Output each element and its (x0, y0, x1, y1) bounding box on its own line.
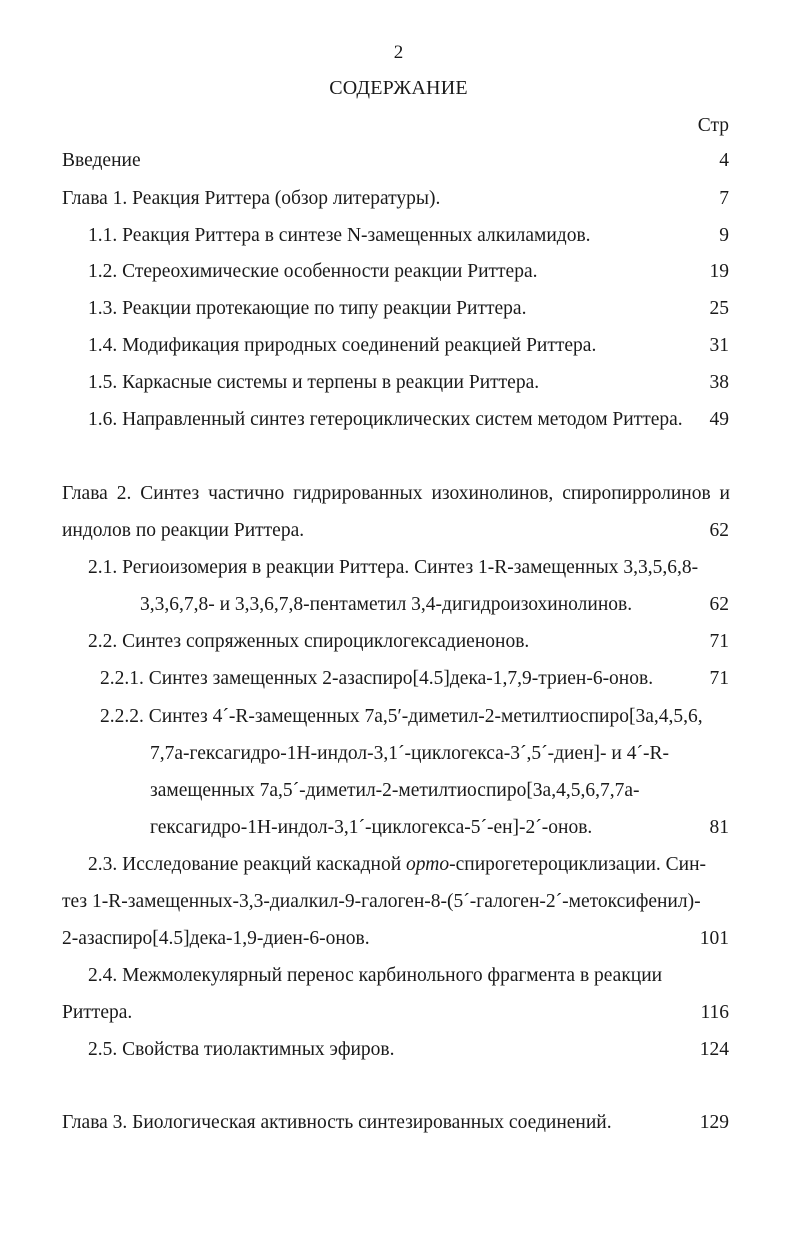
toc-entry-label: 2-азаспиро[4.5]дека-1,9-диен-6-онов. (62, 928, 370, 949)
toc-entry-chapter-2 (62, 520, 729, 542)
toc-entry-intro (62, 150, 729, 172)
toc-entry-section-1-2 (88, 261, 729, 283)
toc-entry-chapter-3 (62, 1112, 729, 1134)
toc-entry-page: 81 (709, 817, 729, 838)
toc-entry-label: индолов по реакции Риттера. (62, 520, 305, 541)
toc-entry-label: 1.4. Модификация природных соединений реакцией Риттера. (88, 335, 597, 356)
toc-entry-section-2-2 (88, 631, 729, 653)
toc-entry-label: гексагидро-1Н-индол-3,1´-циклогекса-5´-ен]-2´-онов. (150, 817, 593, 838)
page-number: 2 (393, 42, 404, 63)
toc-entry-label: Введение (62, 150, 141, 171)
toc-entry-section-2-5 (88, 1039, 729, 1061)
toc-entry-label: Глава 3. Биологическая активность синтезированных соединений. (62, 1112, 612, 1133)
toc-entry-page: 9 (719, 225, 729, 246)
toc-entry-label: Риттера. (62, 1002, 133, 1023)
toc-entry-page: 19 (709, 261, 729, 282)
toc-entry-section-1-4 (88, 335, 729, 357)
toc-entry-section-1-6 (88, 409, 729, 431)
toc-entry-label: 1.2. Стереохимические особенности реакции Риттера. (88, 261, 538, 282)
toc-entry-section-2-2-2-line-3: замещенных 7а,5´-диметил-2-метилтиоспиро[3а,4,5,6,7,7а- (150, 780, 640, 801)
toc-entry-page: 4 (719, 150, 729, 171)
toc-entry-page: 7 (719, 188, 729, 209)
toc-entry-page: 31 (709, 335, 729, 356)
toc-text: 2.3. Исследование реакций каскадной (88, 854, 407, 875)
toc-entry-page: 101 (699, 928, 729, 949)
toc-entry-section-2-2-1 (100, 668, 729, 690)
toc-entry-section-2-4 (62, 1002, 729, 1024)
toc-entry-section-1-1 (88, 225, 729, 247)
toc-entry-section-2-3-line-2: тез 1-R-замещенных-3,3-диалкил-9-галоген-8-(5´-галоген-2´-метоксифенил)- (62, 891, 701, 912)
toc-entry-section-2-3-line-1 (88, 854, 706, 876)
toc-text: -спирогетероциклизации. Син- (449, 854, 706, 875)
toc-entry-section-2-4-line-1: 2.4. Межмолекулярный перенос карбинольного фрагмента в реакции (88, 965, 663, 986)
toc-entry-page: 71 (709, 631, 729, 652)
toc-entry-page: 38 (709, 372, 729, 393)
toc-entry-section-2-1-line-1: 2.1. Региоизомерия в реакции Риттера. Синтез 1-R-замещенных 3,3,5,6,8- (88, 557, 699, 578)
toc-entry-label: 1.5. Каркасные системы и терпены в реакции Риттера. (88, 372, 540, 393)
toc-entry-page: 62 (709, 594, 729, 615)
page-title: СОДЕРЖАНИЕ (329, 77, 468, 99)
toc-entry-page: 25 (709, 298, 729, 319)
toc-entry-section-1-3 (88, 298, 729, 320)
toc-text-italic: орто (406, 854, 450, 875)
toc-entry-label: 2.2.1. Синтез замещенных 2-азаспиро[4.5]дека-1,7,9-триен-6-онов. (100, 668, 654, 689)
toc-entry-label: Глава 1. Реакция Риттера (обзор литературы). (62, 188, 441, 209)
toc-entry-label: 2.5. Свойства тиолактимных эфиров. (88, 1039, 395, 1060)
toc-entry-label: 1.3. Реакции протекающие по типу реакции Риттера. (88, 298, 527, 319)
toc-entry-chapter-1 (62, 188, 729, 210)
toc-entry-page: 62 (709, 520, 729, 541)
toc-entry-section-2-2-2 (150, 817, 729, 839)
toc-entry-label: 3,3,6,7,8- и 3,3,6,7,8-пентаметил 3,4-дигидроизохинолинов. (140, 594, 633, 615)
toc-entry-section-2-3 (62, 928, 729, 950)
toc-entry-section-1-5 (88, 372, 729, 394)
toc-entry-page: 116 (700, 1002, 729, 1023)
toc-entry-page: 124 (699, 1039, 729, 1060)
toc-entry-page: 129 (699, 1112, 729, 1133)
toc-entry-label: 2.2. Синтез сопряженных спироциклогексадиенонов. (88, 631, 530, 652)
toc-entry-label: 1.6. Направленный синтез гетероциклических систем методом Риттера. (88, 409, 683, 430)
toc-entry-section-2-2-2-line-2: 7,7а-гексагидро-1Н-индол-3,1´-циклогекса-3´,5´-диен]- и 4´-R- (150, 743, 669, 764)
toc-entry-page: 71 (709, 668, 729, 689)
toc-entry-label: 1.1. Реакция Риттера в синтезе N-замещенных алкиламидов. (88, 225, 591, 246)
toc-entry-page: 49 (709, 409, 729, 430)
toc-entry-section-2-2-2-line-1: 2.2.2. Синтез 4´-R-замещенных 7а,5′-диметил-2-метилтиоспиро[3а,4,5,6, (100, 706, 703, 727)
page-column-header: Стр (697, 115, 729, 136)
toc-entry-section-2-1 (140, 594, 729, 616)
toc-entry-chapter-2-line-1: Глава 2. Синтез частично гидрированных изохинолинов, спиропирролинов и (62, 483, 730, 504)
